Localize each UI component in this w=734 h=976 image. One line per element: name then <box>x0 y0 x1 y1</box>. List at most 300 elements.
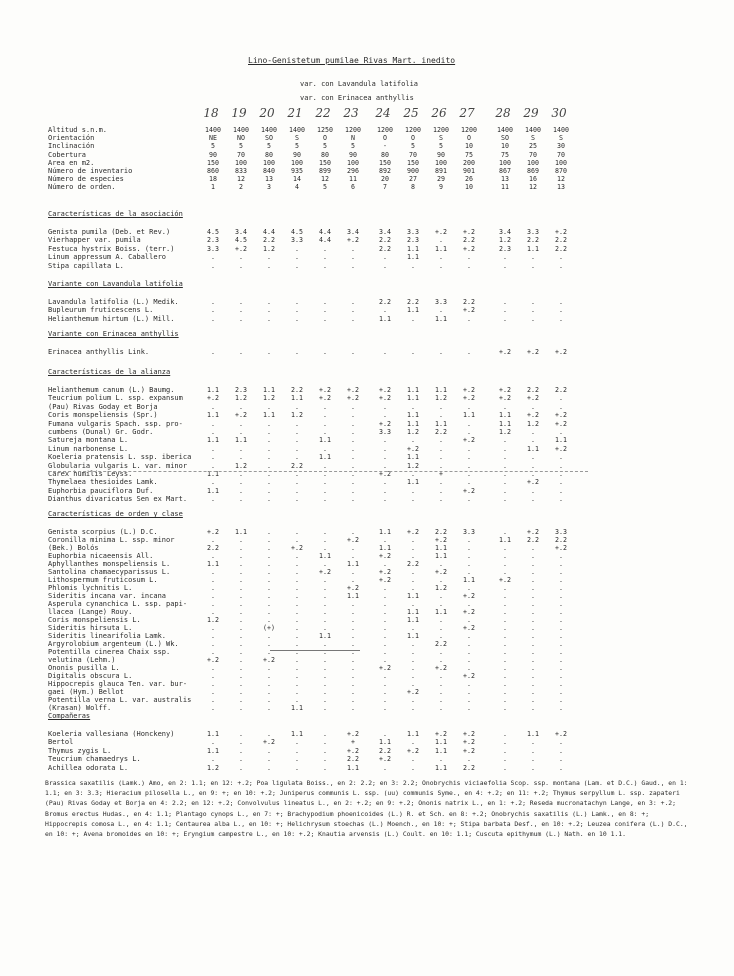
table-title: Lino-Genistetum pumilae Rivas Mart. inedito <box>248 56 456 65</box>
cover-cell: +.2 <box>435 568 447 576</box>
cover-cell: +.2 <box>463 306 475 315</box>
cover-cell: . <box>267 696 271 704</box>
section-title: Variante con Erinacea anthyllis <box>48 330 179 338</box>
cover-cell: . <box>239 536 243 544</box>
column-number: 18 <box>203 106 219 120</box>
cover-cell: . <box>267 428 271 436</box>
cover-cell: . <box>383 648 387 656</box>
cover-cell: . <box>323 624 327 632</box>
cover-cell: . <box>323 576 327 584</box>
cover-cell: 1.2 <box>207 616 219 624</box>
column-number: 29 <box>523 106 539 120</box>
cover-cell: . <box>383 704 387 712</box>
cover-cell: 2.2 <box>555 536 567 544</box>
cover-cell: . <box>531 470 535 478</box>
cover-cell: +.2 <box>207 656 219 664</box>
cover-cell: . <box>295 298 299 306</box>
cover-cell: . <box>295 664 299 672</box>
cover-cell: . <box>559 261 563 270</box>
species-label: Phlomis lychnitis L. <box>48 584 133 592</box>
cover-cell: . <box>267 544 271 552</box>
station-cell: 90 <box>293 150 301 159</box>
station-cell: 70 <box>529 150 537 159</box>
species-label: Linum narbonense L. <box>48 444 129 453</box>
cover-cell: . <box>211 552 215 560</box>
cover-cell: . <box>239 672 243 680</box>
cover-cell: . <box>295 755 299 764</box>
cover-cell: +.2 <box>379 394 391 403</box>
cover-cell: . <box>295 576 299 584</box>
cover-cell: . <box>531 544 535 552</box>
cover-cell: 3.4 <box>347 228 359 236</box>
cover-cell: . <box>439 261 443 270</box>
cover-cell: . <box>531 608 535 616</box>
cover-cell: . <box>211 738 215 747</box>
cover-cell: . <box>467 704 471 712</box>
species-label: Carex humilis Leyss. <box>48 470 133 478</box>
species-label: Thymus zygis L. <box>48 746 112 755</box>
cover-cell: 4.5 <box>207 228 219 236</box>
cover-cell: . <box>239 495 243 504</box>
station-row-label: Número de inventario <box>48 167 133 175</box>
cover-cell: 2.2 <box>379 746 391 755</box>
cover-cell: . <box>467 428 471 436</box>
cover-cell: . <box>531 624 535 632</box>
cover-cell: . <box>239 298 243 306</box>
cover-cell: . <box>383 253 387 262</box>
species-label: Achillea odorata L. <box>48 763 129 772</box>
cover-cell: . <box>351 453 355 462</box>
species-label: Vierhapper var. pumila <box>48 236 141 245</box>
column-number: 25 <box>403 106 419 120</box>
station-cell: 860 <box>207 167 219 175</box>
cover-cell: 1.2 <box>435 584 447 592</box>
cover-cell: 1.1 <box>347 560 359 568</box>
cover-cell: +.2 <box>527 478 539 487</box>
cover-cell: . <box>239 680 243 688</box>
cover-cell: . <box>383 461 387 470</box>
cover-cell: . <box>503 568 507 576</box>
station-cell: 900 <box>407 167 419 175</box>
station-cell: 1250 <box>317 126 333 134</box>
species-label: Lithospermum fruticosum L. <box>48 576 158 584</box>
cover-cell: 1.1 <box>319 552 331 560</box>
cover-cell: . <box>323 470 327 478</box>
cover-cell: . <box>211 680 215 688</box>
cover-cell: . <box>467 444 471 453</box>
cover-cell: . <box>351 680 355 688</box>
station-cell: 3 <box>267 183 271 192</box>
cover-cell: . <box>211 348 215 356</box>
cover-cell: . <box>295 495 299 504</box>
cover-cell: . <box>503 486 507 495</box>
cover-cell: +.2 <box>379 664 391 672</box>
cover-cell: . <box>503 402 507 411</box>
station-row-label: Area en m2. <box>48 158 95 167</box>
cover-cell: . <box>559 402 563 411</box>
station-cell: 1400 <box>205 126 221 134</box>
cover-cell: . <box>503 261 507 270</box>
cover-cell: . <box>383 656 387 664</box>
cover-cell: . <box>559 306 563 315</box>
cover-cell: . <box>559 314 563 323</box>
station-cell: 1200 <box>461 126 477 134</box>
cover-cell: . <box>467 314 471 323</box>
cover-cell: +.2 <box>379 755 391 764</box>
species-label: Dianthus divaricatus Sen ex Mart. <box>48 495 188 504</box>
species-label: Globularia vulgaris L. var. minor <box>48 461 188 470</box>
station-cell: 100 <box>235 158 247 167</box>
cover-cell: . <box>351 648 355 656</box>
cover-cell: . <box>239 608 243 616</box>
cover-cell: . <box>211 600 215 608</box>
cover-cell: . <box>351 616 355 624</box>
cover-cell: . <box>531 688 535 696</box>
species-label: Argyrolobium argenteum (L.) Wk. <box>48 640 179 648</box>
station-cell: 840 <box>263 167 275 175</box>
cover-cell: . <box>467 552 471 560</box>
cover-cell: 3.3 <box>207 244 219 253</box>
station-cell: 1 <box>211 183 215 192</box>
cover-cell: . <box>239 696 243 704</box>
cover-cell: . <box>211 624 215 632</box>
cover-cell: . <box>467 253 471 262</box>
species-label: gaei (Hym.) Bellot <box>48 688 124 696</box>
cover-cell: . <box>531 568 535 576</box>
cover-cell: . <box>351 624 355 632</box>
station-cell: 8 <box>411 183 415 192</box>
cover-cell: +.2 <box>463 386 475 394</box>
cover-cell: 2.2 <box>291 386 303 394</box>
cover-cell: . <box>411 584 415 592</box>
cover-cell: . <box>267 478 271 487</box>
cover-cell: . <box>503 470 507 478</box>
cover-cell: . <box>439 632 443 640</box>
cover-cell: 4.5 <box>235 236 247 245</box>
cover-cell: . <box>211 428 215 436</box>
cover-cell: . <box>323 592 327 600</box>
cover-cell: . <box>503 704 507 712</box>
cover-cell: . <box>383 402 387 411</box>
cover-cell: 1.1 <box>407 632 419 640</box>
station-cell: 5 <box>323 183 327 192</box>
cover-cell: . <box>531 552 535 560</box>
cover-cell: 3.3 <box>379 428 391 436</box>
cover-cell: . <box>559 672 563 680</box>
cover-cell: . <box>559 680 563 688</box>
cover-cell: . <box>439 560 443 568</box>
cover-cell: . <box>323 261 327 270</box>
cover-cell: . <box>559 478 563 487</box>
cover-cell: . <box>531 560 535 568</box>
cover-cell: . <box>503 453 507 462</box>
cover-cell: . <box>211 419 215 428</box>
cover-cell: . <box>239 560 243 568</box>
station-cell: 10 <box>501 142 509 151</box>
section-title: Variante con Lavandula latifolia <box>48 280 183 288</box>
cover-cell: . <box>295 528 299 536</box>
cover-cell: . <box>411 568 415 576</box>
cover-cell: . <box>383 584 387 592</box>
cover-cell: . <box>351 576 355 584</box>
station-cell: NO <box>237 134 245 143</box>
cover-cell: . <box>439 656 443 664</box>
station-cell: 75 <box>501 150 509 159</box>
cover-cell: 3.4 <box>499 228 511 236</box>
cover-cell: . <box>267 688 271 696</box>
cover-cell: . <box>211 688 215 696</box>
cover-cell: . <box>239 704 243 712</box>
cover-cell: 1.2 <box>207 763 219 772</box>
cover-cell: . <box>503 306 507 315</box>
species-label: Sideritis hirsuta L. <box>48 624 133 632</box>
cover-cell: . <box>439 436 443 445</box>
cover-cell: 1.1 <box>435 552 447 560</box>
cover-cell: . <box>531 253 535 262</box>
cover-cell: . <box>295 608 299 616</box>
cover-cell: . <box>267 470 271 478</box>
cover-cell: . <box>383 536 387 544</box>
station-cell: 12 <box>529 183 537 192</box>
cover-cell: . <box>439 411 443 420</box>
cover-cell: . <box>411 680 415 688</box>
cover-cell: +.2 <box>207 394 219 403</box>
cover-cell: +.2 <box>347 236 359 245</box>
cover-cell: . <box>439 306 443 315</box>
species-label: Genista pumila (Deb. et Rev.) <box>48 228 171 236</box>
cover-cell: . <box>467 664 471 672</box>
cover-cell: . <box>439 680 443 688</box>
cover-cell: . <box>559 298 563 306</box>
cover-cell: . <box>323 763 327 772</box>
cover-cell: 1.1 <box>499 419 511 428</box>
cover-cell: 1.1 <box>263 411 275 420</box>
cover-cell: . <box>295 428 299 436</box>
cover-cell: (+) <box>263 624 275 632</box>
cover-cell: 2.2 <box>379 236 391 245</box>
cover-cell: 2.2 <box>527 236 539 245</box>
cover-cell: . <box>239 746 243 755</box>
cover-cell: . <box>531 616 535 624</box>
cover-cell: . <box>531 576 535 584</box>
station-cell: 70 <box>409 150 417 159</box>
cover-cell: . <box>531 495 535 504</box>
cover-cell: 1.1 <box>407 411 419 420</box>
station-cell: - <box>383 142 387 151</box>
cover-cell: +.2 <box>499 386 511 394</box>
cover-cell: . <box>559 453 563 462</box>
cover-cell: . <box>351 478 355 487</box>
cover-cell: . <box>239 624 243 632</box>
cover-cell: 1.1 <box>435 386 447 394</box>
cover-cell: 1.2 <box>263 394 275 403</box>
station-cell: 25 <box>529 142 537 151</box>
cover-cell: . <box>211 253 215 262</box>
cover-cell: . <box>531 592 535 600</box>
variant-subtitle-1: var. con Lavandula latifolia <box>300 80 419 88</box>
cover-cell: . <box>559 461 563 470</box>
station-cell: 29 <box>437 175 445 184</box>
station-cell: 296 <box>347 167 359 175</box>
species-label: Euphorbia pauciflora Duf. <box>48 486 154 495</box>
cover-cell: . <box>531 298 535 306</box>
cover-cell: 1.1 <box>435 608 447 616</box>
cover-cell: . <box>559 495 563 504</box>
cover-cell: +.2 <box>347 730 359 738</box>
cover-cell: . <box>351 632 355 640</box>
station-cell: 5 <box>267 142 271 151</box>
cover-cell: 4.4 <box>263 228 275 236</box>
cover-cell: . <box>559 560 563 568</box>
station-cell: N <box>351 134 355 143</box>
cover-cell: 1.1 <box>379 314 391 323</box>
species-label: (Bek.) Bolós <box>48 544 99 552</box>
cover-cell: . <box>323 536 327 544</box>
species-label: llacea (Lange) Rouy. <box>48 608 133 616</box>
station-cell: 70 <box>557 150 565 159</box>
species-label: Helianthemum canum (L.) Baumg. <box>48 386 175 394</box>
cover-cell: . <box>559 253 563 262</box>
cover-cell: . <box>211 536 215 544</box>
station-cell: 6 <box>351 183 355 192</box>
station-cell: 100 <box>527 158 539 167</box>
cover-cell: . <box>323 746 327 755</box>
cover-cell: +.2 <box>435 730 447 738</box>
column-number: 26 <box>431 106 447 120</box>
station-cell: 80 <box>265 150 273 159</box>
cover-cell: . <box>351 704 355 712</box>
cover-cell: 2.2 <box>407 298 419 306</box>
cover-cell: . <box>323 495 327 504</box>
species-label: Potentilla verna L. var. australis <box>48 696 192 704</box>
station-cell: 150 <box>379 158 391 167</box>
cover-cell: 2.3 <box>207 236 219 245</box>
cover-cell: . <box>295 453 299 462</box>
cover-cell: . <box>411 470 415 478</box>
cover-cell: . <box>439 453 443 462</box>
cover-cell: . <box>559 763 563 772</box>
cover-cell: + <box>351 738 355 747</box>
cover-cell: . <box>503 738 507 747</box>
cover-cell: . <box>383 306 387 315</box>
cover-cell: . <box>351 470 355 478</box>
cover-cell: . <box>467 680 471 688</box>
cover-cell: . <box>383 411 387 420</box>
cover-cell: 1.1 <box>527 730 539 738</box>
cover-cell: . <box>267 402 271 411</box>
cover-cell: . <box>411 672 415 680</box>
cover-cell: . <box>239 453 243 462</box>
cover-cell: . <box>351 486 355 495</box>
cover-cell: . <box>267 763 271 772</box>
cover-cell: . <box>467 261 471 270</box>
cover-cell: . <box>503 624 507 632</box>
cover-cell: . <box>531 486 535 495</box>
cover-cell: +.2 <box>379 552 391 560</box>
cover-cell: +.2 <box>407 528 419 536</box>
cover-cell: 2.3 <box>499 244 511 253</box>
cover-cell: . <box>323 402 327 411</box>
cover-cell: . <box>323 755 327 764</box>
species-label: Sideritis incana var. incana <box>48 592 167 600</box>
cover-cell: . <box>383 688 387 696</box>
cover-cell: . <box>323 314 327 323</box>
cover-cell: . <box>503 656 507 664</box>
station-cell: 18 <box>209 175 217 184</box>
cover-cell: 3.4 <box>379 228 391 236</box>
cover-cell: . <box>351 444 355 453</box>
station-cell: 80 <box>381 150 389 159</box>
cover-cell: +.2 <box>499 576 511 584</box>
cover-cell: 1.1 <box>407 306 419 315</box>
cover-cell: . <box>439 672 443 680</box>
cover-cell: . <box>439 402 443 411</box>
cover-cell: . <box>323 640 327 648</box>
column-number: 28 <box>495 106 511 120</box>
cover-cell: . <box>383 672 387 680</box>
cover-cell: +.2 <box>527 411 539 420</box>
cover-cell: . <box>531 648 535 656</box>
cover-cell: . <box>239 306 243 315</box>
cover-cell: +.2 <box>463 486 475 495</box>
cover-cell: 3.3 <box>435 298 447 306</box>
station-cell: 11 <box>349 175 357 184</box>
species-label: Euphorbia nicaeensis All. <box>48 552 154 560</box>
cover-cell: . <box>295 552 299 560</box>
cover-cell: . <box>559 584 563 592</box>
cover-cell: . <box>295 470 299 478</box>
cover-cell: . <box>295 306 299 315</box>
cover-cell: . <box>467 656 471 664</box>
cover-cell: +.2 <box>435 664 447 672</box>
cover-cell: . <box>467 688 471 696</box>
cover-cell: . <box>211 461 215 470</box>
cover-cell: +.2 <box>379 576 391 584</box>
cover-cell: . <box>531 640 535 648</box>
station-cell: SO <box>501 134 509 143</box>
cover-cell: . <box>239 648 243 656</box>
cover-cell: . <box>351 348 355 356</box>
cover-cell: . <box>323 544 327 552</box>
column-number: 27 <box>459 106 475 120</box>
cover-cell: . <box>559 755 563 764</box>
cover-cell: . <box>411 704 415 712</box>
cover-cell: . <box>267 253 271 262</box>
cover-cell: . <box>503 461 507 470</box>
cover-cell: . <box>531 584 535 592</box>
cover-cell: 2.3 <box>407 236 419 245</box>
cover-cell: 4.4 <box>319 228 331 236</box>
cover-cell: . <box>295 402 299 411</box>
cover-cell: . <box>267 640 271 648</box>
station-cell: 80 <box>321 150 329 159</box>
cover-cell: 1.1 <box>291 704 303 712</box>
station-cell: 10 <box>465 142 473 151</box>
species-label: (Pau) Rivas Goday et Borja <box>48 402 158 411</box>
cover-cell: . <box>467 544 471 552</box>
cover-cell: 3.3 <box>463 528 475 536</box>
cover-cell: 2.2 <box>263 236 275 245</box>
cover-cell: . <box>267 461 271 470</box>
cover-cell: . <box>239 600 243 608</box>
cover-cell: 1.1 <box>207 560 219 568</box>
cover-cell: . <box>467 453 471 462</box>
cover-cell: . <box>531 600 535 608</box>
cover-cell: 1.1 <box>379 544 391 552</box>
cover-cell: . <box>239 552 243 560</box>
cover-cell: . <box>295 419 299 428</box>
species-label: Coris monspeliensis (Spr.) <box>48 411 158 420</box>
